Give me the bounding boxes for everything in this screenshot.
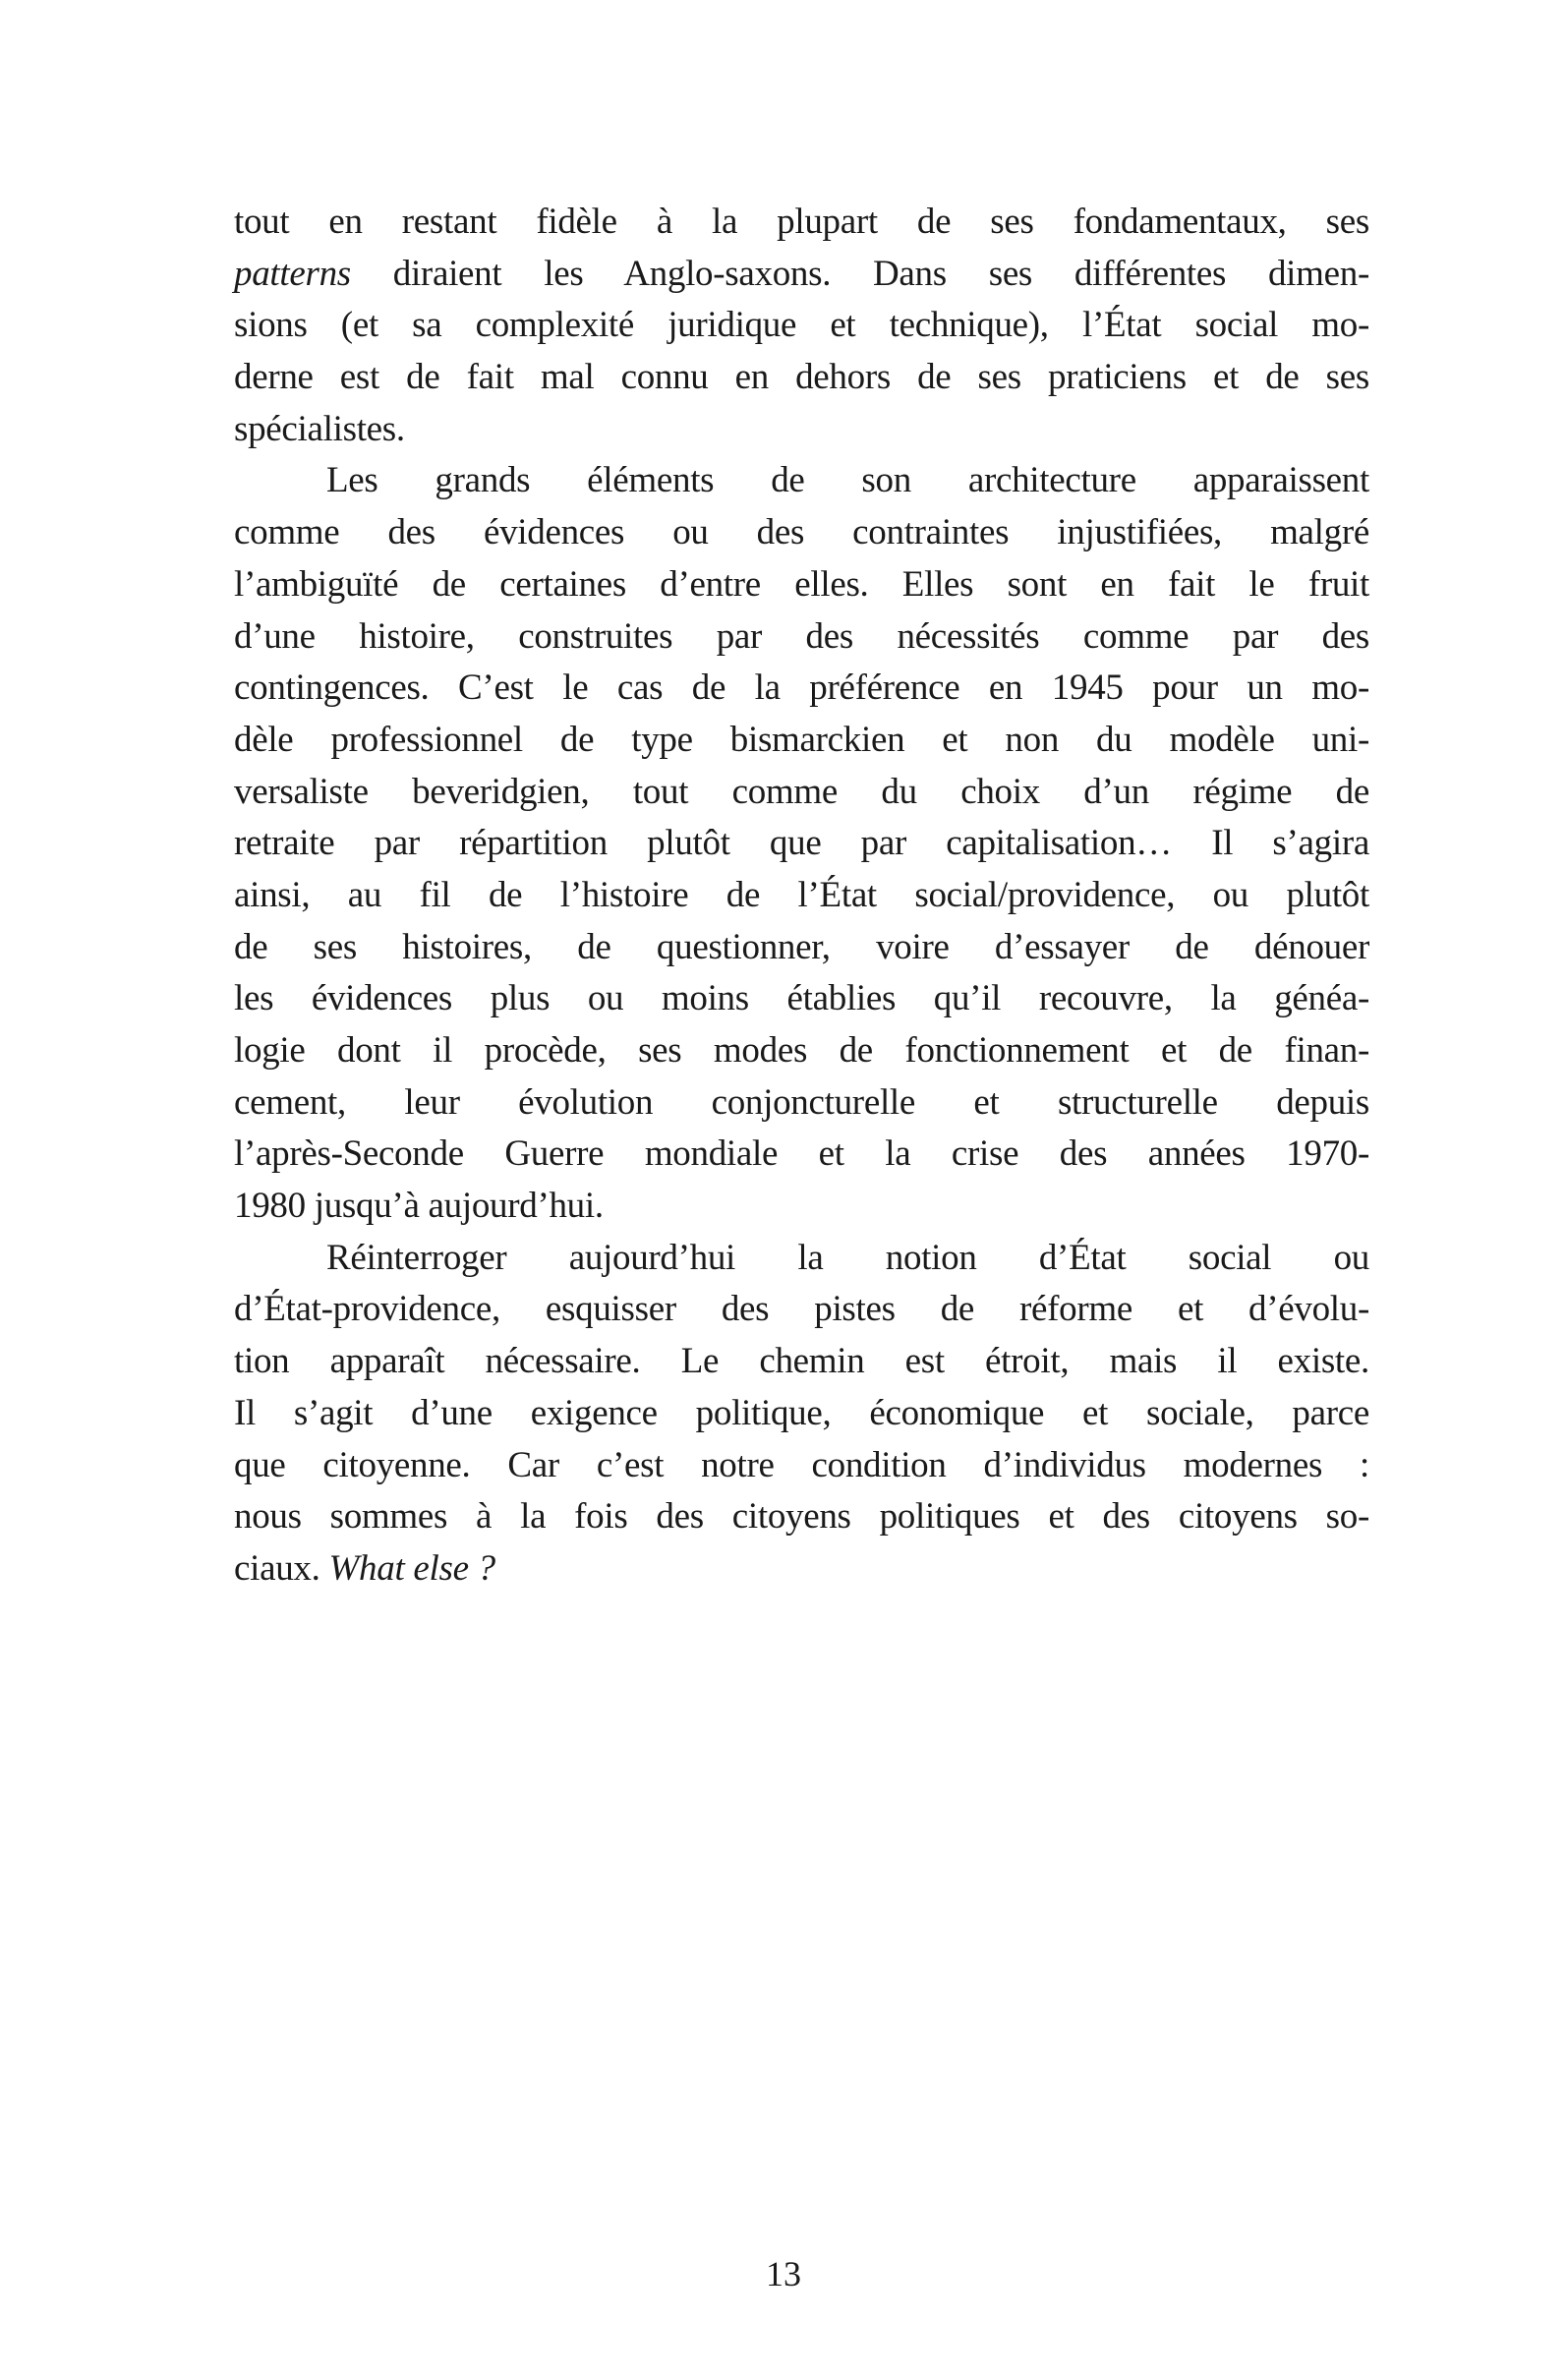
text-line: cement, leur évolution conjoncturelle et structurelle depuis [234, 1081, 1369, 1123]
text-line: 1980 jusqu’à aujourd’hui. [234, 1186, 604, 1227]
text-line: tout en restant fidèle à la plupart de ses fondamentaux, ses [234, 202, 1369, 242]
text-line: les évidences plus ou moins établies qu’il recouvre, la généa- [234, 978, 1369, 1019]
page-number: 13 [766, 2254, 801, 2293]
text-line: l’ambiguïté de certaines d’entre elles. Elles sont en fait le fruit [234, 563, 1369, 605]
paragraph [234, 197, 1369, 455]
text-line: logie dont il procède, ses modes de fonctionnement et de finan- [234, 1030, 1369, 1071]
text-line [234, 1543, 1369, 1596]
text-line: retraite par répartition plutôt que par capitalisation… Il s’agira [234, 823, 1369, 864]
text-line: derne est de fait mal connu en dehors de ses praticiens et de ses [234, 357, 1369, 398]
text-line: Les grands éléments de son architecture apparaissent [326, 460, 1369, 501]
text-line [234, 249, 1369, 301]
text-line: d’une histoire, construites par des nécessités comme par des [234, 615, 1369, 657]
text-line: que citoyenne. Car c’est notre condition d’individus modernes : [234, 1444, 1369, 1485]
text-line: contingences. C’est le cas de la préférence en 1945 pour un mo- [234, 668, 1369, 709]
text-line: Réinterroger aujourd’hui la notion d’État social ou [326, 1237, 1369, 1278]
italic-phrase: What else ? [328, 1547, 495, 1589]
text-span: ciaux. [234, 1547, 329, 1589]
text-line: ainsi, au fil de l’histoire de l’État social/providence, ou plutôt [234, 874, 1369, 915]
paragraph [234, 455, 1369, 1232]
text-line: nous sommes à la fois des citoyens politiques et des citoyens so- [234, 1496, 1369, 1538]
text-line: versaliste beveridgien, tout comme du choix d’un régime de [234, 771, 1369, 812]
paragraph [234, 1233, 1369, 1596]
text-line: sions (et sa complexité juridique et technique), l’État social mo- [234, 305, 1369, 346]
text-line: l’après-Seconde Guerre mondiale et la crise des années 1970- [234, 1133, 1369, 1175]
text-line: dèle professionnel de type bismarckien et non du modèle uni- [234, 719, 1369, 760]
text-line: de ses histoires, de questionner, voire d’essayer de dénouer [234, 926, 1369, 967]
text-line: spécialistes. [234, 408, 405, 449]
text-line: Il s’agit d’une exigence politique, économique et sociale, parce [234, 1392, 1369, 1433]
text-line: comme des évidences ou des contraintes injustifiées, malgré [234, 512, 1369, 553]
text-line: d’État-providence, esquisser des pistes de réforme et d’évolu- [234, 1289, 1369, 1330]
text-span: diraient les Anglo-saxons. Dans ses différentes dimen- [350, 253, 1369, 294]
italic-phrase: patterns [234, 253, 351, 294]
body-text [234, 197, 1369, 1596]
text-line: tion apparaît nécessaire. Le chemin est étroit, mais il existe. [234, 1341, 1369, 1382]
